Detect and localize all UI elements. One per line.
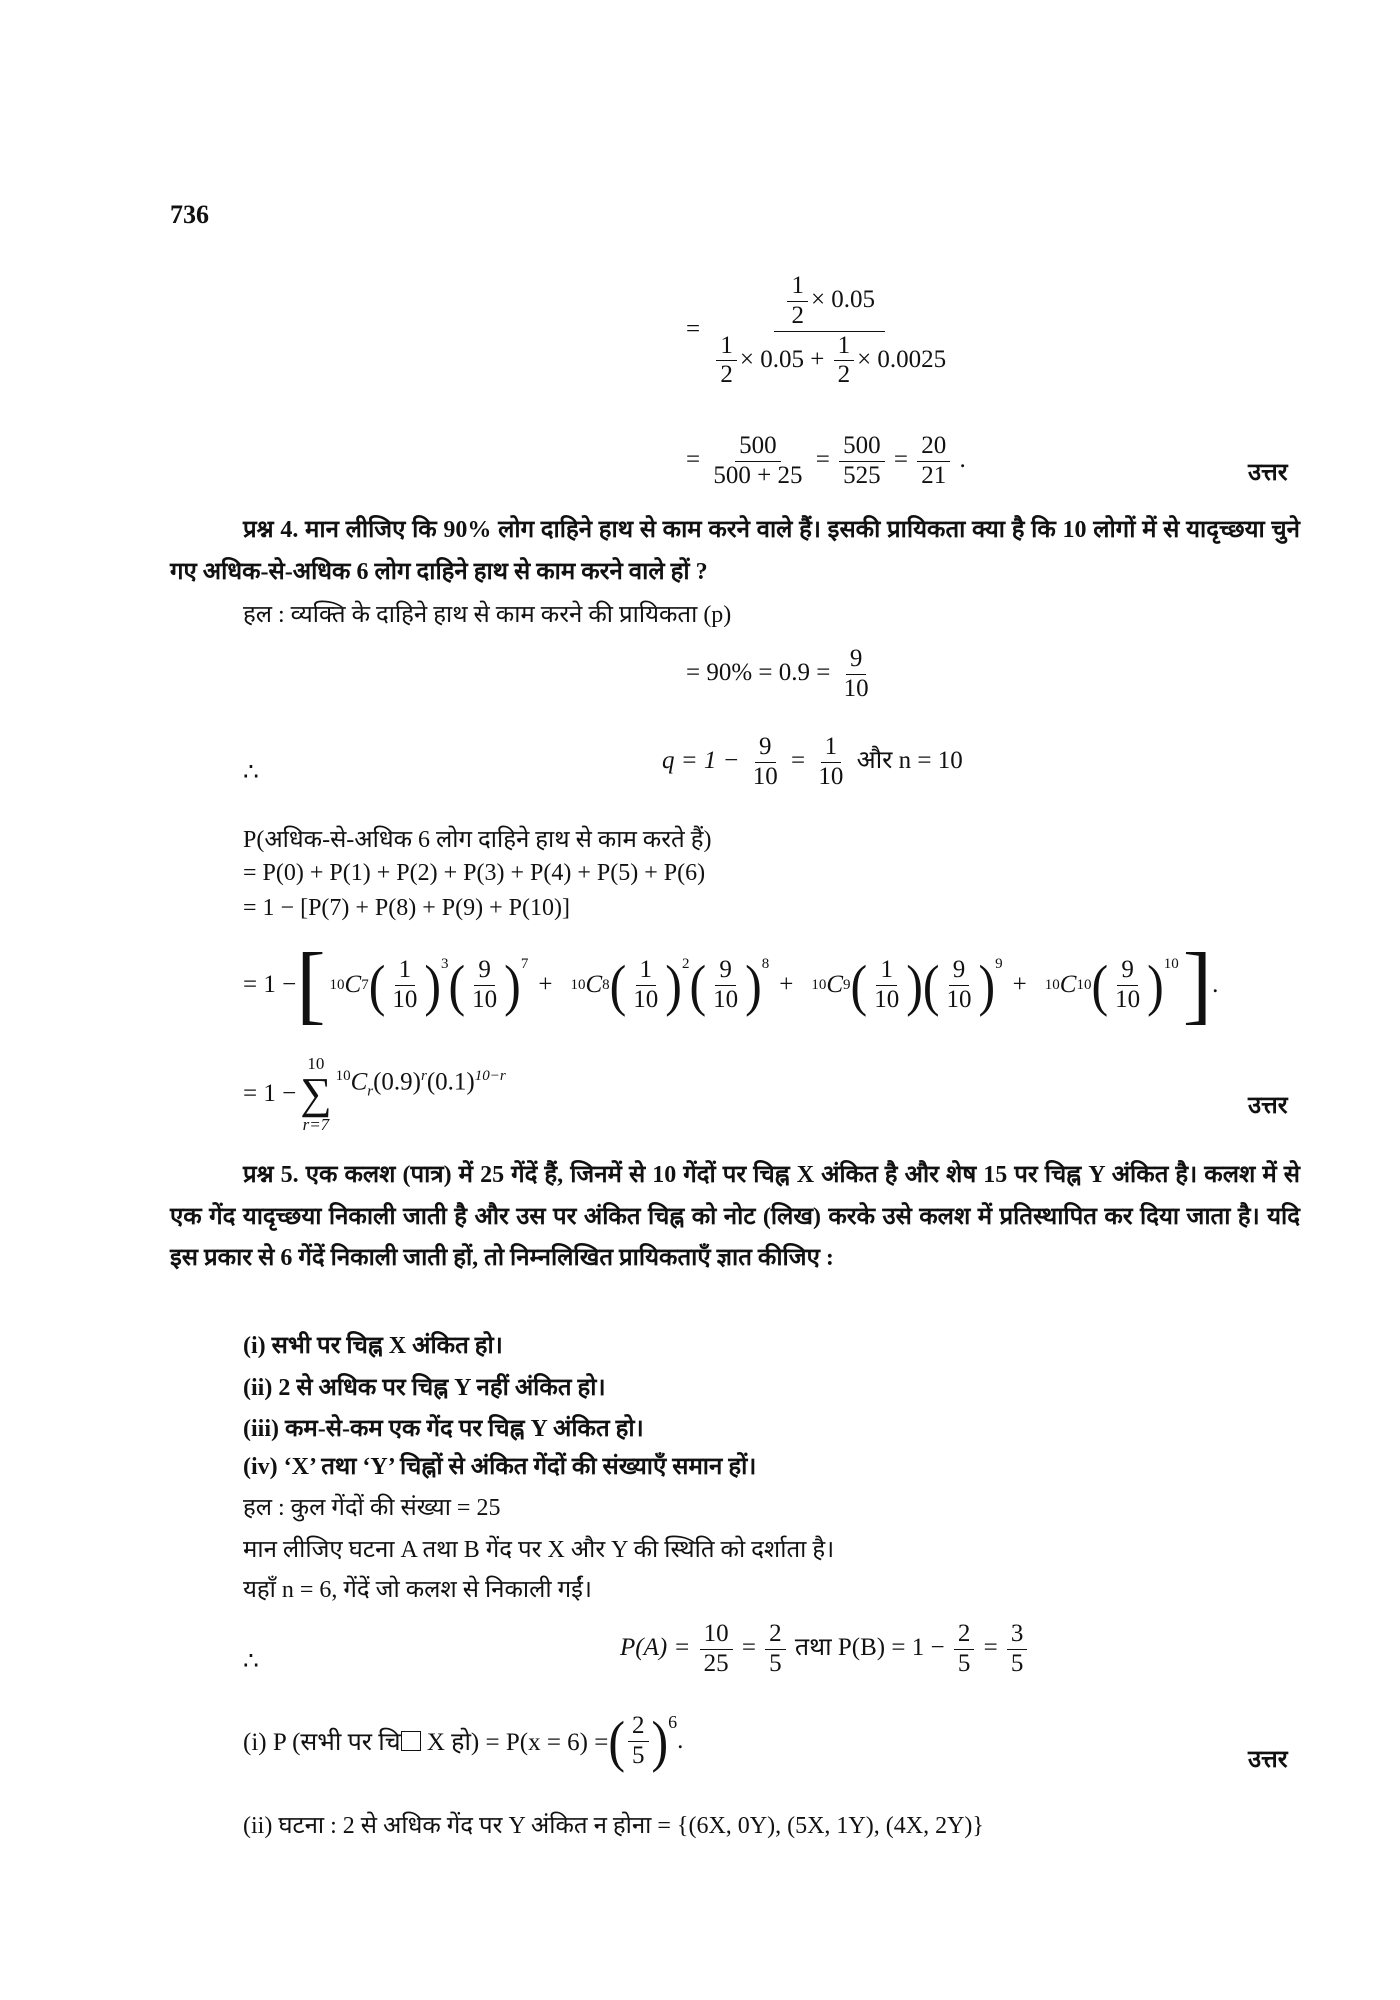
- lead: = 1 −: [243, 1080, 297, 1107]
- lead: = 1 −: [243, 971, 297, 998]
- equals-sign: =: [893, 445, 908, 473]
- denominator: 10: [633, 985, 659, 1013]
- therefore-symbol: ∴: [243, 759, 259, 786]
- p-value-text: = 90% = 0.9 =: [686, 658, 831, 686]
- question-part: (i) सभी पर चिह्न X अंकित हो।: [243, 1333, 503, 1359]
- numerator: 1: [876, 956, 897, 986]
- denominator: 525: [843, 461, 881, 489]
- numerator: 1: [787, 272, 808, 302]
- superscript: 10: [1044, 976, 1060, 993]
- denominator: 25: [703, 1649, 729, 1677]
- fraction: [943, 956, 976, 1015]
- denominator: 2: [791, 301, 804, 329]
- numerator: 9: [1117, 956, 1138, 986]
- part-ii-solution: (ii) घटना : 2 से अधिक गेंद पर Y अंकित न होना = {(6X, 0Y), (5X, 1Y), (4X, 2Y)}: [243, 1813, 984, 1839]
- therefore-symbol: ∴: [243, 1648, 259, 1675]
- missing-glyph-box: [401, 1731, 421, 1751]
- binomial-term: [329, 952, 563, 1018]
- question-part: (iii) कम-से-कम एक गेंद पर चिह्न Y अंकित हो।: [243, 1416, 644, 1442]
- open-bracket: [: [296, 936, 326, 1033]
- period: .: [959, 445, 966, 473]
- numerator: 9: [949, 956, 970, 986]
- bayes-fraction-equation: [686, 272, 953, 390]
- equals-sign: =: [983, 1633, 998, 1661]
- numerator: 9: [474, 956, 495, 986]
- fraction: [870, 956, 903, 1015]
- superscript: 10: [329, 976, 345, 993]
- denominator: 10: [818, 762, 844, 790]
- main-fraction: [709, 272, 950, 390]
- question-part: (ii) 2 से अधिक पर चिह्न Y नहीं अंकित हो।: [243, 1375, 606, 1401]
- exponent: 6: [668, 1712, 678, 1732]
- equals-sign: =: [686, 315, 701, 343]
- numerator: 9: [715, 956, 736, 986]
- paren: ): [665, 952, 682, 1018]
- answer-label: उत्तर: [1248, 1093, 1288, 1119]
- exponent: 8: [761, 955, 770, 972]
- combination: C: [826, 971, 844, 998]
- denominator: 2: [720, 361, 733, 389]
- combination: C: [344, 971, 362, 998]
- fraction: [388, 956, 421, 1015]
- denominator: 10: [392, 985, 418, 1013]
- numerator: 1: [716, 332, 737, 362]
- pa-pb-equation: [620, 1620, 1030, 1679]
- denominator: 5: [957, 1649, 971, 1677]
- lower-limit: r=7: [302, 1115, 330, 1134]
- numerator: 2: [765, 1620, 786, 1650]
- fraction: [468, 956, 501, 1015]
- superscript: 10: [335, 1067, 351, 1084]
- exponent: 9: [995, 955, 1003, 972]
- numerator: 2: [628, 1712, 649, 1742]
- equals-sign: =: [791, 746, 806, 774]
- denominator: 10: [713, 985, 739, 1013]
- denominator: 2: [837, 361, 851, 389]
- answer-label: उत्तर: [1248, 1747, 1288, 1773]
- numerator: 3: [1007, 1620, 1028, 1650]
- exponent: 10: [1163, 955, 1179, 972]
- summation-line: [243, 1055, 506, 1133]
- numerator: 20: [917, 432, 950, 462]
- paren: ): [906, 952, 923, 1018]
- denominator: 500 + 25: [713, 461, 803, 489]
- paren: (: [448, 952, 466, 1018]
- part-i-text: (i) P (सभी पर चि: [243, 1729, 401, 1757]
- plus-sign: +: [779, 971, 794, 998]
- denominator: 10: [946, 985, 972, 1013]
- paren: (: [609, 952, 627, 1018]
- paren: (: [689, 952, 707, 1018]
- page-number: 736: [170, 200, 209, 229]
- numerator: 1: [834, 332, 855, 362]
- sigma-symbol: ∑: [300, 1069, 332, 1118]
- solution-line: हल : कुल गेंदों की संख्या = 25: [243, 1495, 501, 1521]
- combination: C: [1059, 971, 1077, 998]
- subscript: r: [367, 1083, 374, 1100]
- paren: ): [1147, 952, 1164, 1018]
- superscript: 10: [811, 976, 827, 993]
- term: × 0.05 +: [739, 345, 825, 373]
- solution-line: यहाँ n = 6, गेंदें जो कलश से निकाली गईं।: [243, 1577, 593, 1603]
- binomial-term: [1044, 952, 1179, 1018]
- fraction: [709, 956, 742, 1015]
- binomial-expansion-line: [243, 930, 1218, 1040]
- subscript: 10: [1076, 976, 1092, 993]
- numerator: 9: [755, 733, 776, 763]
- equals-sign: =: [686, 445, 701, 473]
- plus-sign: +: [1012, 971, 1027, 998]
- numerator: 1: [636, 956, 657, 986]
- subscript: 7: [361, 976, 369, 993]
- paren: ): [424, 952, 442, 1018]
- exponent: 3: [441, 955, 449, 972]
- paren: (: [1091, 952, 1109, 1018]
- paren: ): [745, 952, 762, 1018]
- derivation-line: P(अधिक-से-अधिक 6 लोग दाहिने हाथ से काम करते हैं): [243, 827, 712, 853]
- exponent: 10−r: [474, 1067, 506, 1084]
- fraction: [1111, 956, 1144, 1015]
- term: × 0.0025: [857, 345, 947, 373]
- fraction: [629, 956, 662, 1015]
- part-i-solution: (i) P (सभी पर चि X हो) = P(x = 6) = ( $\frac{2}{5}$ ) $^6$ .: [243, 1709, 684, 1774]
- denominator: 10: [874, 985, 900, 1013]
- exponent: 7: [520, 955, 529, 972]
- exponent: r: [421, 1067, 427, 1084]
- result-equation: [686, 432, 966, 491]
- plus-sign: +: [538, 971, 553, 998]
- numerator: 500: [839, 432, 885, 462]
- period: .: [1212, 971, 1219, 998]
- upper-limit: 10: [307, 1054, 325, 1073]
- paren: (: [922, 952, 940, 1018]
- denominator: 10: [752, 762, 778, 790]
- paren: ): [978, 952, 996, 1018]
- paren: (: [368, 952, 386, 1018]
- p-value-equation: [686, 645, 876, 704]
- denominator: 5: [1010, 1649, 1024, 1677]
- part-i-text: X हो) = P(x = 6) =: [426, 1729, 609, 1757]
- paren: ): [504, 952, 521, 1018]
- superscript: 10: [570, 976, 586, 993]
- term: × 0.05: [810, 285, 876, 313]
- q-value-equation: [662, 733, 963, 792]
- q-lhs: q = 1 −: [662, 746, 740, 774]
- paren: (: [850, 952, 868, 1018]
- numerator: 500: [735, 432, 781, 462]
- derivation-line: = 1 − [P(7) + P(8) + P(9) + P(10)]: [243, 895, 570, 921]
- term: (0.9): [373, 1068, 422, 1096]
- pa-lhs: P(A) =: [620, 1633, 691, 1661]
- question-4: प्रश्न 4. मान लीजिए कि 90% लोग दाहिने हाथ से काम करने वाले हैं। इसकी प्रायिकता क्या है कि 10 लोगों में से यादृच्छया चुने गए अधिक-से-अधिक 6 लोग दाहिने हाथ से काम करने वाले हों ?: [170, 517, 1300, 585]
- question-part: (iv) ‘X’ तथा ‘Y’ चिह्नों से अंकित गेंदों की संख्याएँ समान हों।: [243, 1454, 757, 1480]
- combination: C: [585, 971, 603, 998]
- answer-label: उत्तर: [1248, 460, 1288, 486]
- numerator: 9: [846, 645, 867, 675]
- combination: C: [350, 1068, 368, 1096]
- close-bracket: ]: [1182, 936, 1213, 1033]
- solution-intro: हल : व्यक्ति के दाहिने हाथ से काम करने की प्रायिकता (p): [243, 602, 732, 628]
- equals-sign: =: [741, 1633, 756, 1661]
- solution-line: मान लीजिए घटना A तथा B गेंद पर X और Y की स्थिति को दर्शाता है।: [243, 1537, 835, 1563]
- numerator: 1: [395, 956, 416, 986]
- denominator: 21: [921, 461, 947, 489]
- exponent: 2: [681, 955, 690, 972]
- summation: [300, 1055, 331, 1133]
- period: .: [677, 1727, 684, 1755]
- term: (0.1): [426, 1068, 475, 1096]
- subscript: 9: [843, 976, 851, 993]
- denominator: 10: [843, 674, 869, 702]
- binomial-term: [811, 952, 1036, 1018]
- numerator: 2: [954, 1620, 975, 1650]
- equals-sign: =: [815, 445, 830, 473]
- n-value: और n = 10: [856, 746, 963, 774]
- binomial-terms: [326, 952, 1183, 1018]
- denominator: 10: [1115, 985, 1141, 1013]
- derivation-line: = P(0) + P(1) + P(2) + P(3) + P(4) + P(5) + P(6): [243, 860, 706, 886]
- pb-lhs: तथा P(B) = 1 −: [794, 1633, 945, 1661]
- denominator: 10: [472, 985, 498, 1013]
- numerator: 10: [700, 1620, 733, 1650]
- denominator: 5: [769, 1649, 782, 1677]
- denominator: 5: [632, 1741, 645, 1769]
- question-5: प्रश्न 5. एक कलश (पात्र) में 25 गेंदें हैं, जिनमें से 10 गेंदों पर चिह्न X अंकित है और शेष 15 पर चिह्न Y अंकित है। कलश में से एक गेंद यादृच्छया निकाली जाती है और उस पर अंकित चिह्न को नोट (लिख) करके उसे कलश में प्रतिस्थापित कर दिया जाता है। यदि इस प्रकार से 6 गेंदें निकाली जाती हों, तो निम्नलिखित प्रायिकताएँ ज्ञात कीजिए :: [170, 1162, 1300, 1271]
- numerator: 1: [821, 733, 842, 763]
- subscript: 8: [602, 976, 610, 993]
- binomial-term: [570, 952, 803, 1018]
